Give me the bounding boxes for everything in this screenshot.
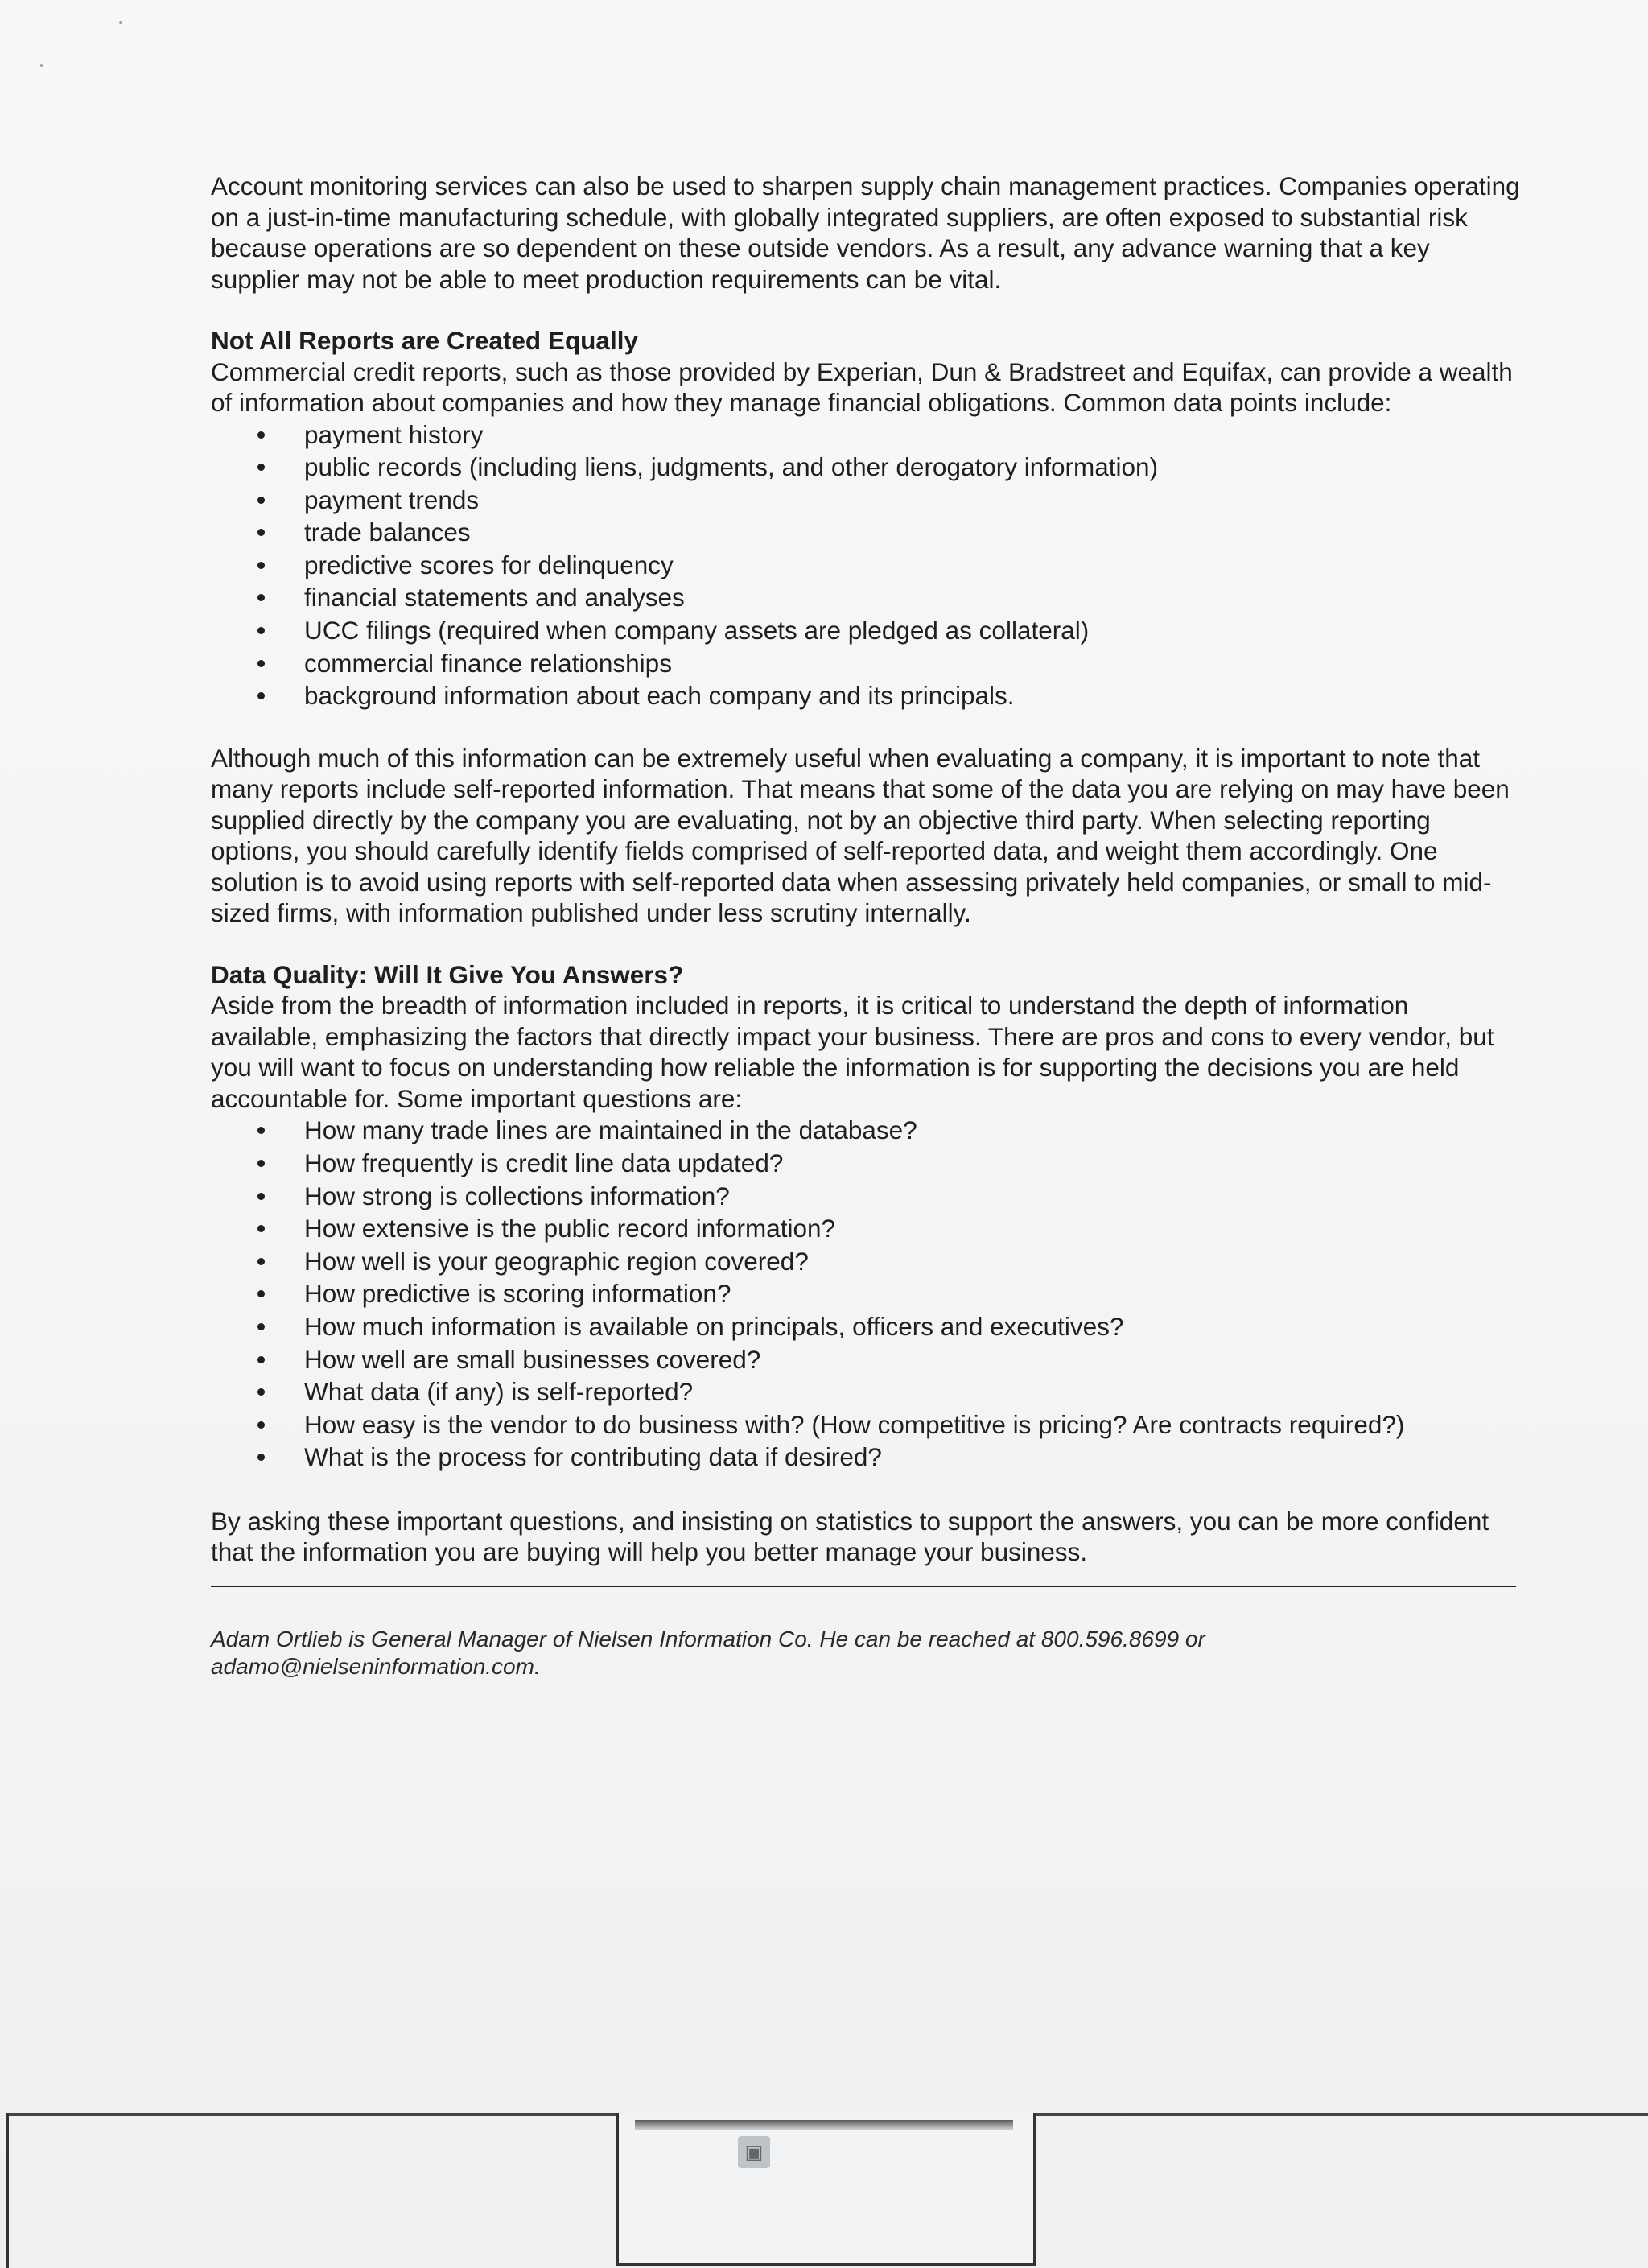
list-item-text: public records (including liens, judgments, and other derogatory information): [304, 452, 1159, 482]
list-item-text: How many trade lines are maintained in the database?: [304, 1115, 917, 1145]
list-item-text: UCC filings (required when company assets are pledged as collateral): [304, 616, 1090, 645]
bullet-dot: [258, 562, 265, 569]
data-points-list: [211, 419, 1522, 712]
bullet-dot: [258, 1258, 265, 1265]
list-item-text: commercial finance relationships: [304, 648, 672, 678]
list-item: [211, 1212, 1522, 1245]
bullet-dot: [258, 660, 265, 667]
bullet-dot: [258, 1290, 265, 1297]
author-note: Adam Ortlieb is General Manager of Nielsen Information Co. He can be reached at 800.596.8699 or adamo@nielseninformation.com.: [211, 1626, 1205, 1679]
self-reported-paragraph: Although much of this information can be extremely useful when evaluating a company, it is important to note that many reports include self-reported information. That means that some of the data you are relying on may have been supplied directly by the company you are evaluating, not by an objective third party. When selecting reporting options, you should carefully identify fields comprised of self-reported data, and weight them accordingly. One solution is to avoid using reports with self-reported data when assessing privately held companies, or small to mid-sized firms, with information published under less scrutiny internally.: [211, 743, 1510, 928]
list-item-text: financial statements and analyses: [304, 583, 685, 612]
scan-speck: [119, 21, 122, 24]
scanner-clip-shadow: [635, 2120, 1013, 2130]
scan-speck: [40, 64, 43, 67]
questions-list: [211, 1114, 1522, 1474]
list-item-text: How much information is available on principals, officers and executives?: [304, 1311, 1124, 1341]
bullet-dot: [258, 497, 265, 504]
scanner-left-edge: [6, 2113, 9, 2268]
list-item-text: background information about each company and its principals.: [304, 681, 1015, 711]
list-item: [211, 1180, 1522, 1213]
list-item: [211, 1114, 1522, 1147]
list-item: [211, 581, 1522, 614]
list-item-text: What data (if any) is self-reported?: [304, 1377, 694, 1407]
bullet-dot: [258, 1193, 265, 1200]
bullet-dot: [258, 1388, 265, 1396]
list-item-text: How well are small businesses covered?: [304, 1344, 761, 1374]
bullet-dot: [258, 529, 265, 536]
bullet-dot: [258, 1454, 265, 1461]
bullet-dot: [258, 692, 265, 699]
scanner-clip-box: [616, 2113, 1036, 2266]
list-item: [211, 1408, 1522, 1441]
closing-paragraph: By asking these important questions, and insisting on statistics to support the answers, you can be more confident that the information you are buying will help you better manage your business.: [211, 1506, 1489, 1567]
section-intro-data-quality: Aside from the breadth of information included in reports, it is critical to understand the depth of information available, emphasizing the factors that directly impact your business. There are pros and cons to every vendor, but you will want to focus on understanding how reliable the information is for supporting the decisions you are held accountable for. Some important questions are:: [211, 991, 1494, 1113]
section-heading-reports: Not All Reports are Created Equally: [211, 326, 638, 355]
list-item-text: How frequently is credit line data updated?: [304, 1148, 784, 1177]
list-item-text: payment history: [304, 419, 484, 449]
list-item: [211, 549, 1522, 582]
list-item: [211, 647, 1522, 680]
list-item: [211, 1277, 1522, 1310]
bullet-dot: [258, 1421, 265, 1429]
list-item: [211, 1147, 1522, 1180]
bullet-dot: [258, 1160, 265, 1167]
list-item: [211, 1310, 1522, 1343]
list-item: [211, 1441, 1522, 1474]
list-item: [211, 679, 1522, 712]
bullet-dot: [258, 1127, 265, 1134]
section-reports: [211, 325, 1522, 929]
list-item: [211, 516, 1522, 549]
bullet-dot: [258, 464, 265, 471]
bullet-dot: [258, 431, 265, 439]
bullet-dot: [258, 594, 265, 601]
list-item-text: How extensive is the public record information?: [304, 1214, 836, 1243]
list-item: [211, 1343, 1522, 1376]
horizontal-divider: [211, 1586, 1516, 1587]
list-item-text: What is the process for contributing data if desired?: [304, 1442, 882, 1472]
list-item-text: trade balances: [304, 518, 471, 547]
list-item: [211, 1375, 1522, 1408]
document-page: [211, 171, 1522, 1680]
section-intro-reports: Commercial credit reports, such as those provided by Experian, Dun & Bradstreet and Equifax, can provide a wealth of information about companies and how they manage financial obligations. Common data points include:: [211, 357, 1513, 417]
intro-paragraph: Account monitoring services can also be used to sharpen supply chain management practices. Companies operating on a just-in-time manufacturing schedule, with globally integrated suppliers, are often exposed to substantial risk because operations are so dependent on these outside vendors. As a result, any advance warning that a key supplier may not be able to meet production requirements can be vital.: [211, 171, 1520, 294]
film-strip-icon: ▣: [738, 2136, 770, 2168]
list-item: [211, 451, 1522, 484]
list-item-text: predictive scores for delinquency: [304, 550, 674, 579]
list-item: [211, 419, 1522, 452]
list-item: [211, 614, 1522, 647]
section-heading-data-quality: Data Quality: Will It Give You Answers?: [211, 959, 684, 989]
list-item-text: How predictive is scoring information?: [304, 1279, 731, 1309]
list-item: [211, 1245, 1522, 1278]
section-data-quality: [211, 959, 1522, 1568]
bullet-dot: [258, 1356, 265, 1363]
bullet-dot: [258, 1225, 265, 1232]
list-item-text: How strong is collections information?: [304, 1181, 730, 1210]
list-item-text: payment trends: [304, 485, 480, 514]
list-item: [211, 484, 1522, 517]
scanner-edge-artifact: [0, 2113, 1648, 2268]
list-item-text: How well is your geographic region covered?: [304, 1246, 809, 1276]
bullet-dot: [258, 627, 265, 634]
bullet-dot: [258, 1323, 265, 1330]
list-item-text: How easy is the vendor to do business with? (How competitive is pricing? Are contracts required?): [304, 1409, 1405, 1439]
